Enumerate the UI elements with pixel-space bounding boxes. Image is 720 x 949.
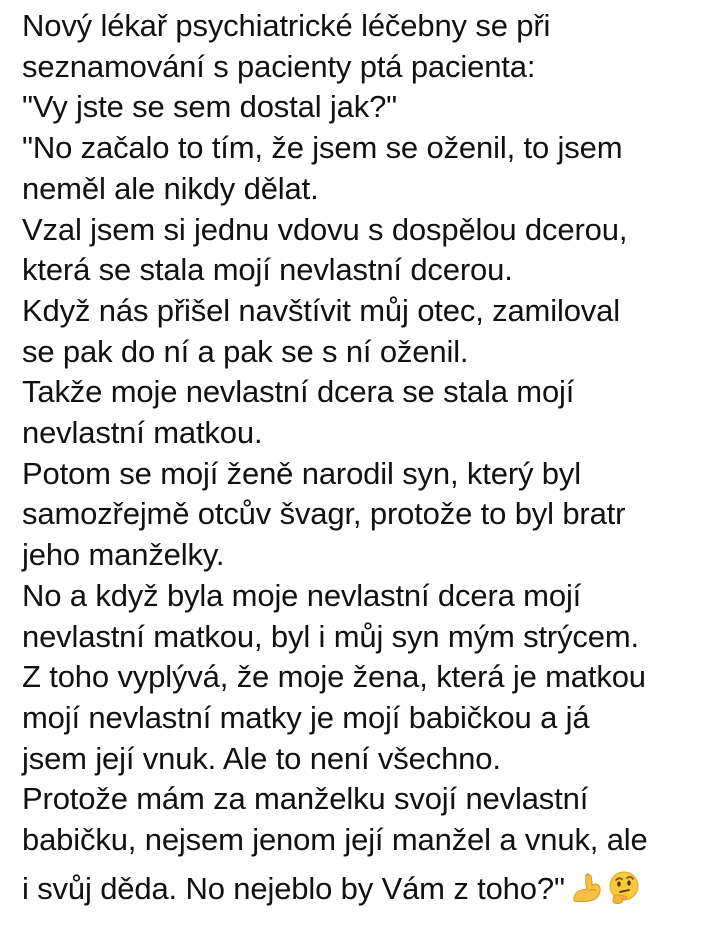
text-line: Nový lékař psychiatrické léčebny se při	[22, 8, 551, 43]
text-line: jeho manželky.	[22, 537, 225, 573]
text-line: samozřejmě otcův švagr, protože to byl bratr	[22, 496, 626, 532]
text-line: "Vy jste se sem dostal jak?"	[22, 89, 398, 125]
thinking-face-icon	[607, 871, 641, 905]
text-line: Potom se mojí ženě narodil syn, který byl	[22, 455, 581, 491]
text-line: mojí nevlastní matky je mojí babičkou a já	[22, 699, 590, 735]
text-line: Když nás přišel navštívit můj otec, zamiloval	[22, 292, 620, 328]
text-line: která se stala mojí nevlastní dcerou.	[22, 252, 513, 288]
final-text: i svůj děda. No nejeblo by Vám z toho?"	[22, 870, 565, 906]
text-line: "No začalo to tím, že jsem se oženil, to jsem	[22, 130, 623, 166]
text-line: nevlastní matkou.	[22, 415, 263, 451]
post-text	[22, 6, 712, 909]
text-line: Takže moje nevlastní dcera se stala mojí	[22, 374, 575, 410]
text-line: Z toho vyplývá, že moje žena, která je matkou	[22, 659, 646, 695]
text-line: babičku, nejsem jenom její manžel a vnuk, ale	[22, 822, 648, 858]
text-line: jsem její vnuk. Ale to není všechno.	[22, 740, 501, 776]
text-line: nevlastní matkou, byl i můj syn mým strýcem.	[22, 618, 640, 654]
text-line: Vzal jsem si jednu vdovu s dospělou dcerou,	[22, 211, 628, 247]
text-line: Protože mám za manželku svojí nevlastní	[22, 781, 589, 817]
text-line: No a když byla moje nevlastní dcera mojí	[22, 577, 582, 613]
text-line: neměl ale nikdy dělat.	[22, 170, 319, 206]
text-line: se pak do ní a pak se s ní oženil.	[22, 333, 469, 369]
text-line: seznamování s pacienty ptá pacienta:	[22, 48, 536, 84]
flexed-biceps-icon	[569, 871, 603, 905]
text-line-final	[22, 869, 712, 910]
